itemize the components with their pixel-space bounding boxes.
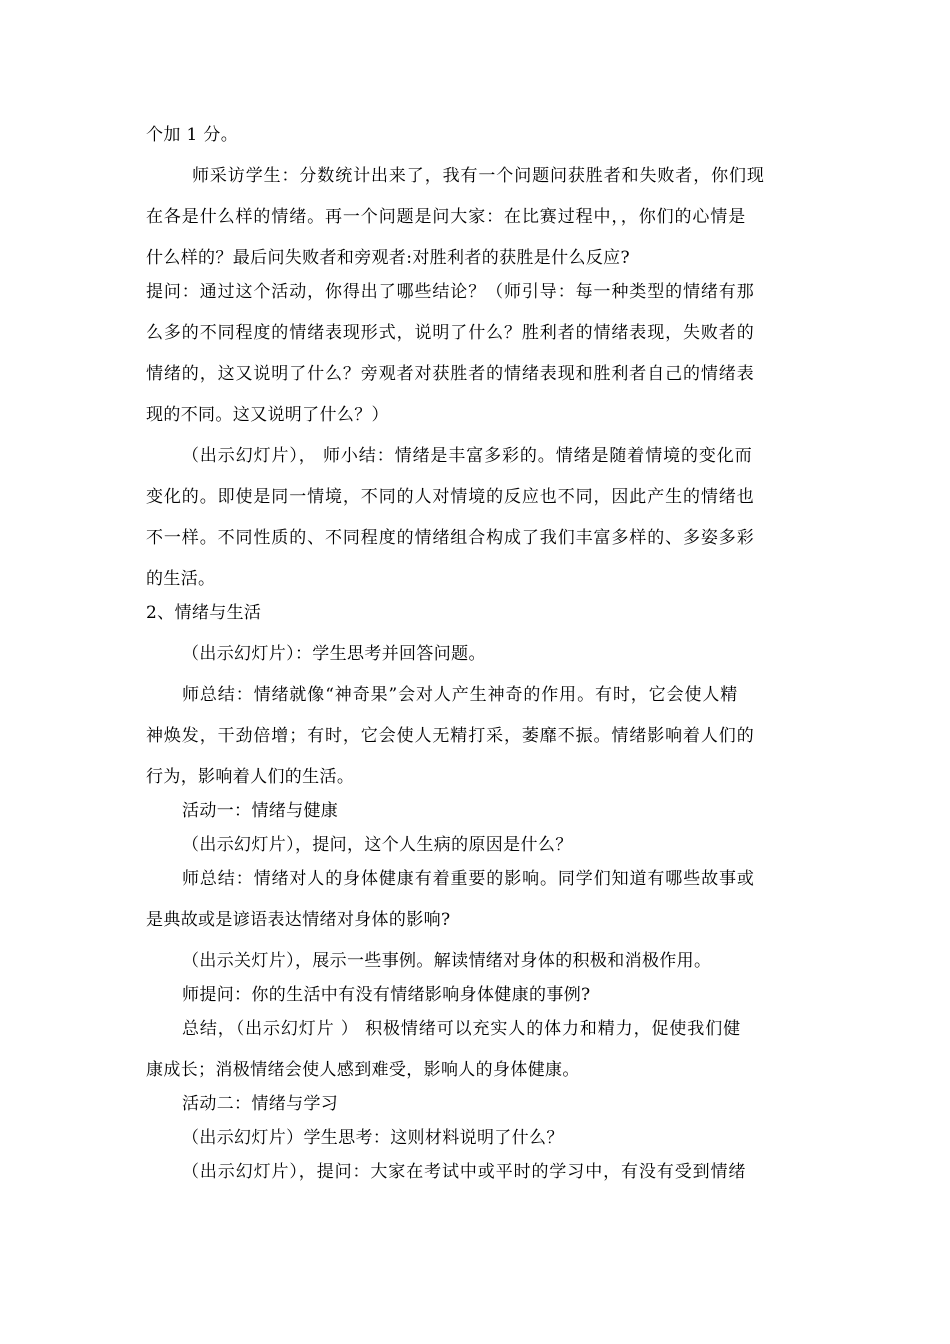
- document-body: [146, 121, 810, 1186]
- section-heading: 2、情绪与生活: [146, 603, 262, 623]
- text-line: （出示关灯片），展示一些事例。解读情绪对身体的积极和消极作用。: [182, 951, 712, 971]
- text-line: 总结，（出示幻灯片 ） 积极情绪可以充实人的体力和精力，促使我们健: [182, 1019, 742, 1039]
- text-line: 情绪的，这又说明了什么？旁观者对获胜者的情绪表现和胜利者自己的情绪表: [146, 364, 755, 384]
- text-line: 师采访学生：分数统计出来了，我有一个问题问获胜者和失败者，你们现: [192, 166, 765, 186]
- text-line: （出示幻灯片）， 师小结：情绪是丰富多彩的。情绪是随着情境的变化而: [182, 446, 753, 466]
- activity-heading: 活动二：情绪与学习: [182, 1094, 339, 1114]
- text-line: 么多的不同程度的情绪表现形式，说明了什么？胜利者的情绪表现，失败者的: [146, 323, 755, 343]
- text-line: 康成长；消极情绪会使人感到难受，影响人的身体健康。: [146, 1060, 580, 1080]
- text-line: 什么样的？最后问失败者和旁观者:对胜利者的获胜是什么反应?: [146, 248, 630, 268]
- text-line: 不一样。不同性质的、不同程度的情绪组合构成了我们丰富多样的、多姿多彩: [146, 528, 755, 548]
- text-line: （出示幻灯片），提问，这个人生病的原因是什么？: [182, 835, 573, 855]
- text-line: 行为，影响着人们的生活。: [146, 767, 355, 787]
- text-line: 师总结：情绪就像“神奇果”会对人产生神奇的作用。有时，它会使人精: [182, 685, 739, 705]
- text-line: 师提问：你的生活中有没有情绪影响身体健康的事例?: [182, 985, 591, 1005]
- activity-heading: 活动一：情绪与健康: [182, 801, 339, 821]
- text-line: 变化的。即使是同一情境，不同的人对情境的反应也不同，因此产生的情绪也: [146, 487, 755, 507]
- text-line: （出示幻灯片）学生思考：这则材料说明了什么？: [182, 1128, 564, 1148]
- text-line: 神焕发，干劲倍增；有时，它会使人无精打采，萎靡不振。情绪影响着人们的: [146, 726, 755, 746]
- text-line: 现的不同。这又说明了什么？）: [146, 405, 389, 425]
- text-line: 在各是什么样的情绪。再一个问题是问大家：在比赛过程中，，你们的心情是: [146, 207, 747, 227]
- text-line: （出示幻灯片），提问：大家在考试中或平时的学习中，有没有受到情绪: [182, 1162, 747, 1182]
- text-line: 是典故或是谚语表达情绪对身体的影响?: [146, 910, 451, 930]
- text-line: 的生活。: [146, 569, 216, 589]
- text-line: 个加 1 分。: [146, 125, 239, 145]
- text-line: 提问：通过这个活动，你得出了哪些结论？（师引导：每一种类型的情绪有那: [146, 282, 755, 302]
- text-line: （出示幻灯片）：学生思考并回答问题。: [182, 644, 486, 664]
- text-line: 师总结：情绪对人的身体健康有着重要的影响。同学们知道有哪些故事或: [182, 869, 755, 889]
